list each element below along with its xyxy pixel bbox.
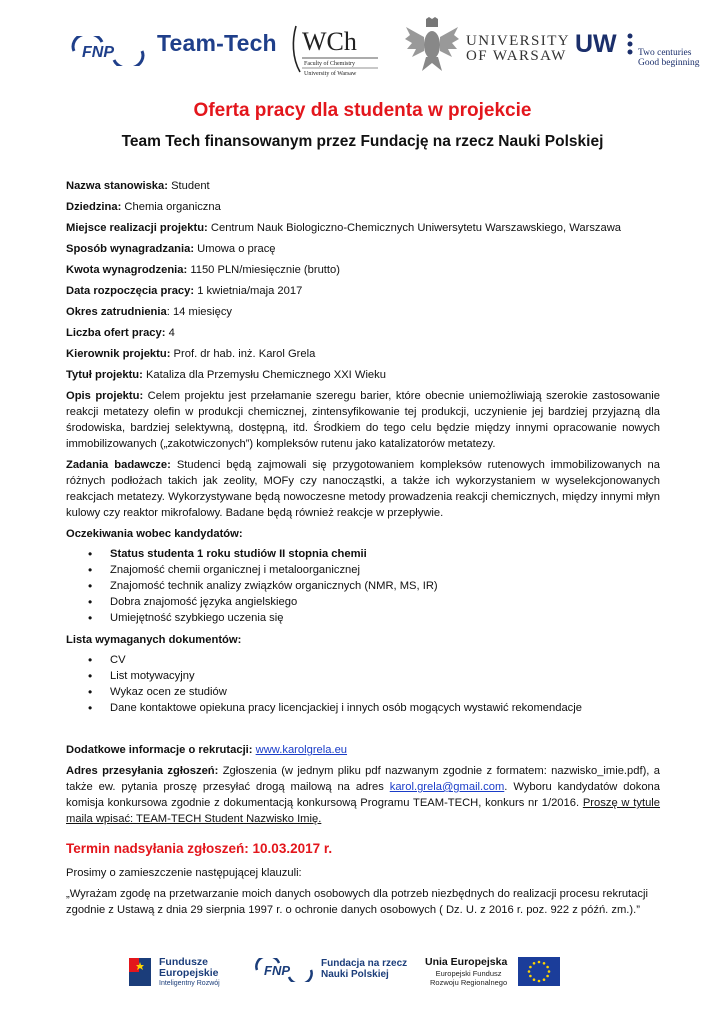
field-number-of-offers: Liczba ofert pracy: 4 [66,327,175,339]
consent-clause: „Wyrażam zgodę na przetwarzanie moich danych osobowych dla potrzeb niezbędnych do realizacji procesu rekrutacji zgodnie z Ustawą z dnia 29 sierpnia 1997 r. o ochronie danych osobowych ( Dz. U. z 2016 r. poz. 922 z późń. zm.).” [66,888,648,916]
svg-text:WCh: WCh [302,27,357,56]
eagle-emblem-icon [404,17,460,75]
additional-info: Dodatkowe informacje o rekrutacji: www.karolgrela.eu [66,744,348,756]
documents-list [66,652,660,716]
uw-line2: OF WARSAW [466,48,567,64]
field-position: Nazwa stanowiska: Student [66,180,210,192]
field-project-leader: Kierownik projektu: Prof. dr hab. inż. Karol Grela [66,348,316,360]
eu-title: Unia Europejska [425,956,508,968]
application-address: Adres przesyłania zgłoszeń: Zgłoszenia (w jednym pliku pdf nazwanym zgodnie z formatem: nazwisko_imie.pdf), a także ew. pytania proszę przesyłać drogą mailową na adres karol.grela@gmail.com. Wyboru kandydatów dokona komisja konkursowa zgodnie z dokumentacją konkursową Programu TEAM-TECH, konkurs nr 1/2016. Proszę w tytule maila wpisać: TEAM-TECH Student Nazwisko Imię. [66,765,661,825]
field-salary: Kwota wynagrodzenia: 1150 PLN/miesięcznie (brutto) [66,264,340,276]
svg-text:University of Warsaw: University of Warsaw [304,71,357,77]
mail-subject-instruction: Proszę w tytule maila wpisać: TEAM-TECH Student Nazwisko Imię. [66,797,661,825]
expectations-list [66,546,660,626]
list-item: • Znajomość technik analizy związków organicznych (NMR, MS, IR) [110,578,660,594]
field-payment-method: Sposób wynagradzania: Umowa o pracę [66,243,276,255]
fundusze-europejskie-icon [125,952,155,990]
uw-logo-mark: UW [575,30,617,58]
list-item: • Dane kontaktowe opiekuna pracy licencjackiej i innych osób mogących wystawić rekomendacje [110,700,660,716]
fnp-logo [68,36,148,66]
email-link[interactable]: karol.grela@gmail.com [389,781,505,793]
field-discipline: Dziedzina: Chemia organiczna [66,201,221,213]
uw-line1: UNIVERSITY [466,33,570,49]
svg-text:FNP: FNP [82,44,114,61]
fundusze-europejskie-text [159,957,219,979]
field-employment-period: Okres zatrudnienia: 14 miesięcy [66,306,233,318]
eu-sub-line2: Rozwoju Regionalnego [430,978,508,987]
list-item: • Status studenta 1 roku studiów II stopnia chemii [110,546,660,562]
clause-intro: Prosimy o zamieszczenie następującej klauzuli: [66,867,302,879]
uw-tagline-line1: Two centuries [638,48,692,58]
uw-dots-icon [626,32,636,56]
list-item: • Dobra znajomość języka angielskiego [110,594,660,610]
eu-flag-icon [518,957,560,986]
field-start-date: Data rozpoczęcia pracy: 1 kwietnia/maja 2017 [66,285,303,297]
uw-tagline [638,48,699,68]
fnp-line1: Fundacja na rzecz [321,958,408,969]
field-project-title: Tytuł projektu: Kataliza dla Przemysłu Chemicznego XXI Wieku [66,369,386,381]
list-item: • Znajomość chemii organicznej i metaloorganicznej [110,562,660,578]
expectations-heading: Oczekiwania wobec kandydatów: [66,528,243,540]
list-item: • Umiejętność szybkiego uczenia się [110,610,660,626]
field-location: Miejsce realizacji projektu: Centrum Nauk Biologiczno-Chemicznych Uniwersytetu Warszawskiego, Warszawa [66,222,622,234]
university-of-warsaw-wordmark [466,34,570,64]
eu-subtitle [430,969,507,987]
deadline: Termin nadsyłania zgłoszeń: 10.03.2017 r. [66,841,333,856]
wch-faculty-logo [290,20,382,78]
funds-line1: Fundusze [159,956,208,968]
uw-tagline-line2: Good beginning [638,58,700,68]
project-description: Opis projektu: Celem projektu jest przełamanie szeregu barier, które obecnie uniemożliwiają szerokie zastosowanie reakcji metatezy olefin w produkcji chemicznej, zintensyfikowanie tej produkcji, uczynienie jej bardziej przyjazną dla środowiska, bardziej selektywną, dostępną, itd. Środkiem do tego celu będzie między innymi opracowanie nowych immobilizowanych („zakotwiczonych”) kompleksów rutenu jako katalizatorów metatezy. [66,390,660,450]
svg-text:FNP: FNP [264,963,290,978]
eu-sub-line1: Europejski Fundusz [435,969,502,978]
svg-text:Faculty of Chemistry: Faculty of Chemistry [304,61,355,67]
offer-body [66,178,660,923]
page-title: Oferta pracy dla studenta w projekcie [193,100,532,121]
page-subtitle: Team Tech finansowanym przez Fundację na rzecz Nauki Polskiej [121,133,604,150]
fnp-line2: Nauki Polskiej [321,969,389,980]
research-tasks: Zadania badawcze: Studenci będą zajmowali się przygotowaniem kompleksów rutenowych immobilizowanych na różnych podłożach takich jak zeolity, MOFy czy nanocząstki, a także ich wykorzystaniem w wyselekcjonowanych reakcjach metatezy. Wykorzystywane będą nowoczesne metody prowadzenia reakcji chemicznych, między innymi młyn kulowy czy reaktor mikrofalowy. Badane będą również reakcje w przepływie. [66,459,660,519]
fnp-footer-logo [253,958,315,982]
list-item: • Wykaz ocen ze studiów [110,684,660,700]
team-tech-logo-text: Team-Tech [157,30,277,56]
list-item: • CV [110,652,660,668]
fnp-footer-text [321,958,407,980]
funds-subtitle: Inteligentny Rozwój [159,980,220,987]
documents-heading: Lista wymaganych dokumentów: [66,634,242,646]
list-item: • List motywacyjny [110,668,660,684]
website-link[interactable]: www.karolgrela.eu [255,744,348,756]
funds-line2: Europejskie [159,967,219,979]
